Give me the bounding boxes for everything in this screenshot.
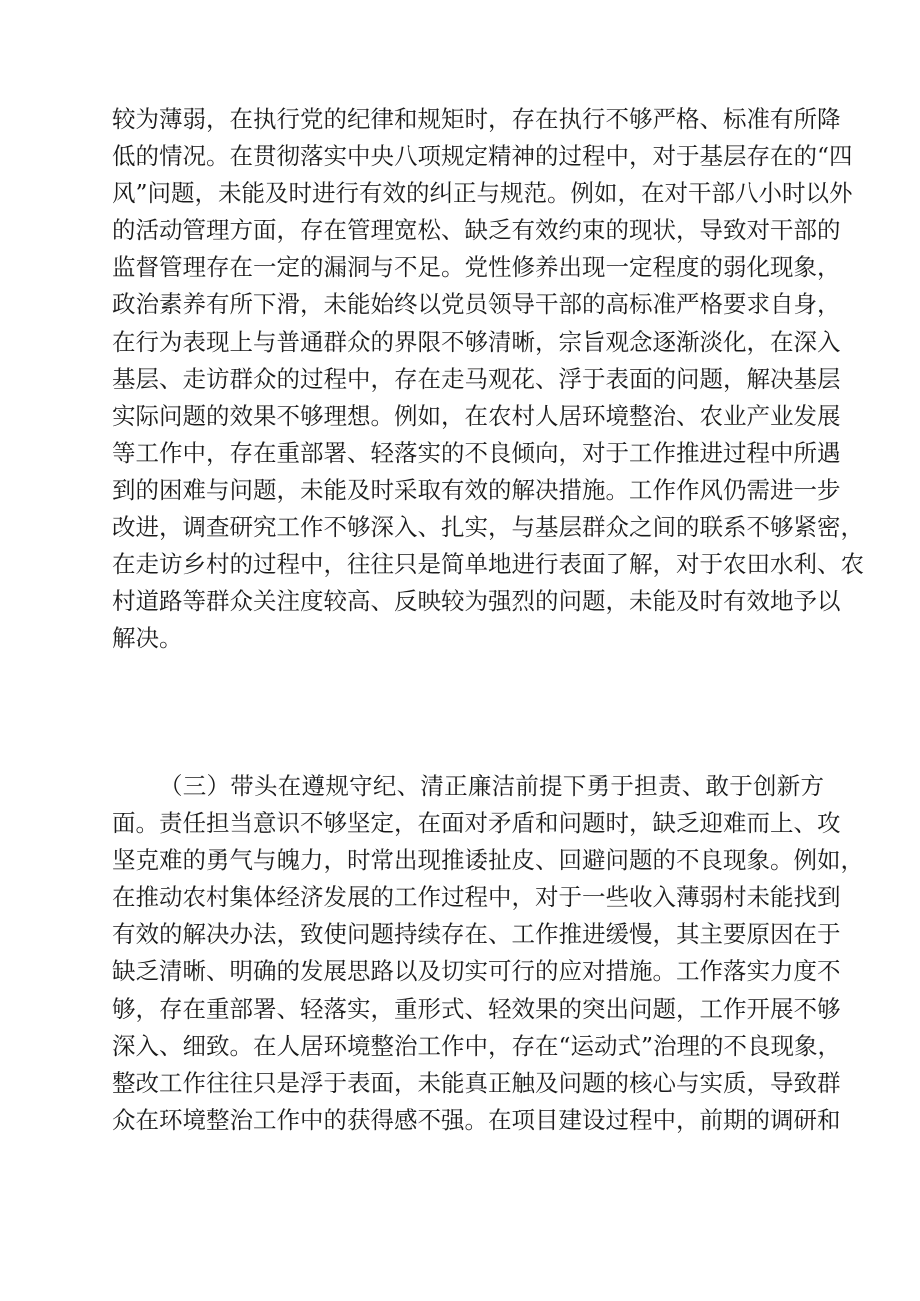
text-line: 在走访乡村的过程中，往往只是简单地进行表面了解，对于农田水利、农 bbox=[112, 550, 864, 579]
text-line: 政治素养有所下滑，未能始终以党员领导干部的高标准严格要求自身， bbox=[112, 290, 841, 319]
text-line: 解决。 bbox=[112, 624, 183, 653]
text-line: 改进，调查研究工作不够深入、扎实，与基层群众之间的联系不够紧密， bbox=[112, 513, 864, 542]
text-line: 风”问题，未能及时进行有效的纠正与规范。例如，在对干部八小时以外 bbox=[112, 179, 853, 208]
text-line: 的活动管理方面，存在管理宽松、缺乏有效约束的现状，导致对干部的 bbox=[112, 216, 841, 245]
text-line: 深入、细致。在人居环境整治工作中，存在“运动式”治理的不良现象， bbox=[112, 1031, 842, 1060]
text-line: 等工作中，存在重部署、轻落实的不良倾向，对于工作推进过程中所遇 bbox=[112, 438, 841, 467]
text-line: 够，存在重部署、轻落实，重形式、轻效果的突出问题，工作开展不够 bbox=[112, 994, 841, 1023]
text-line: 村道路等群众关注度较高、反映较为强烈的问题，未能及时有效地予以 bbox=[112, 587, 841, 616]
text-line: 面。责任担当意识不够坚定，在面对矛盾和问题时，缺乏迎难而上、攻 bbox=[112, 809, 841, 838]
text-line: 有效的解决办法，致使问题持续存在、工作推进缓慢，其主要原因在于 bbox=[112, 920, 841, 949]
text-line: 监督管理存在一定的漏洞与不足。党性修养出现一定程度的弱化现象， bbox=[112, 253, 841, 282]
text-line: 实际问题的效果不够理想。例如，在农村人居环境整治、农业产业发展 bbox=[112, 401, 841, 430]
text-line: 缺乏清晰、明确的发展思路以及切实可行的应对措施。工作落实力度不 bbox=[112, 957, 841, 986]
paragraph-2 bbox=[112, 768, 864, 1139]
text-line: 坚克难的勇气与魄力，时常出现推诿扯皮、回避问题的不良现象。例如， bbox=[112, 846, 864, 875]
text-line: 较为薄弱，在执行党的纪律和规矩时，存在执行不够严格、标准有所降 bbox=[112, 105, 841, 133]
text-line: 基层、走访群众的过程中，存在走马观花、浮于表面的问题，解决基层 bbox=[112, 364, 841, 393]
text-line: 在行为表现上与普通群众的界限不够清晰，宗旨观念逐渐淡化，在深入 bbox=[112, 327, 841, 356]
text-line: （三）带头在遵规守纪、清正廉洁前提下勇于担责、敢于创新方 bbox=[159, 772, 824, 800]
paragraph-1 bbox=[112, 101, 864, 657]
text-line: 到的困难与问题，未能及时采取有效的解决措施。工作作风仍需进一步 bbox=[112, 475, 841, 504]
text-line: 在推动农村集体经济发展的工作过程中，对于一些收入薄弱村未能找到 bbox=[112, 883, 841, 912]
text-line: 低的情况。在贯彻落实中央八项规定精神的过程中，对于基层存在的“四 bbox=[112, 142, 853, 171]
text-line: 众在环境整治工作中的获得感不强。在项目建设过程中，前期的调研和 bbox=[112, 1105, 841, 1134]
text-line: 整改工作往往只是浮于表面，未能真正触及问题的核心与实质，导致群 bbox=[112, 1068, 841, 1097]
